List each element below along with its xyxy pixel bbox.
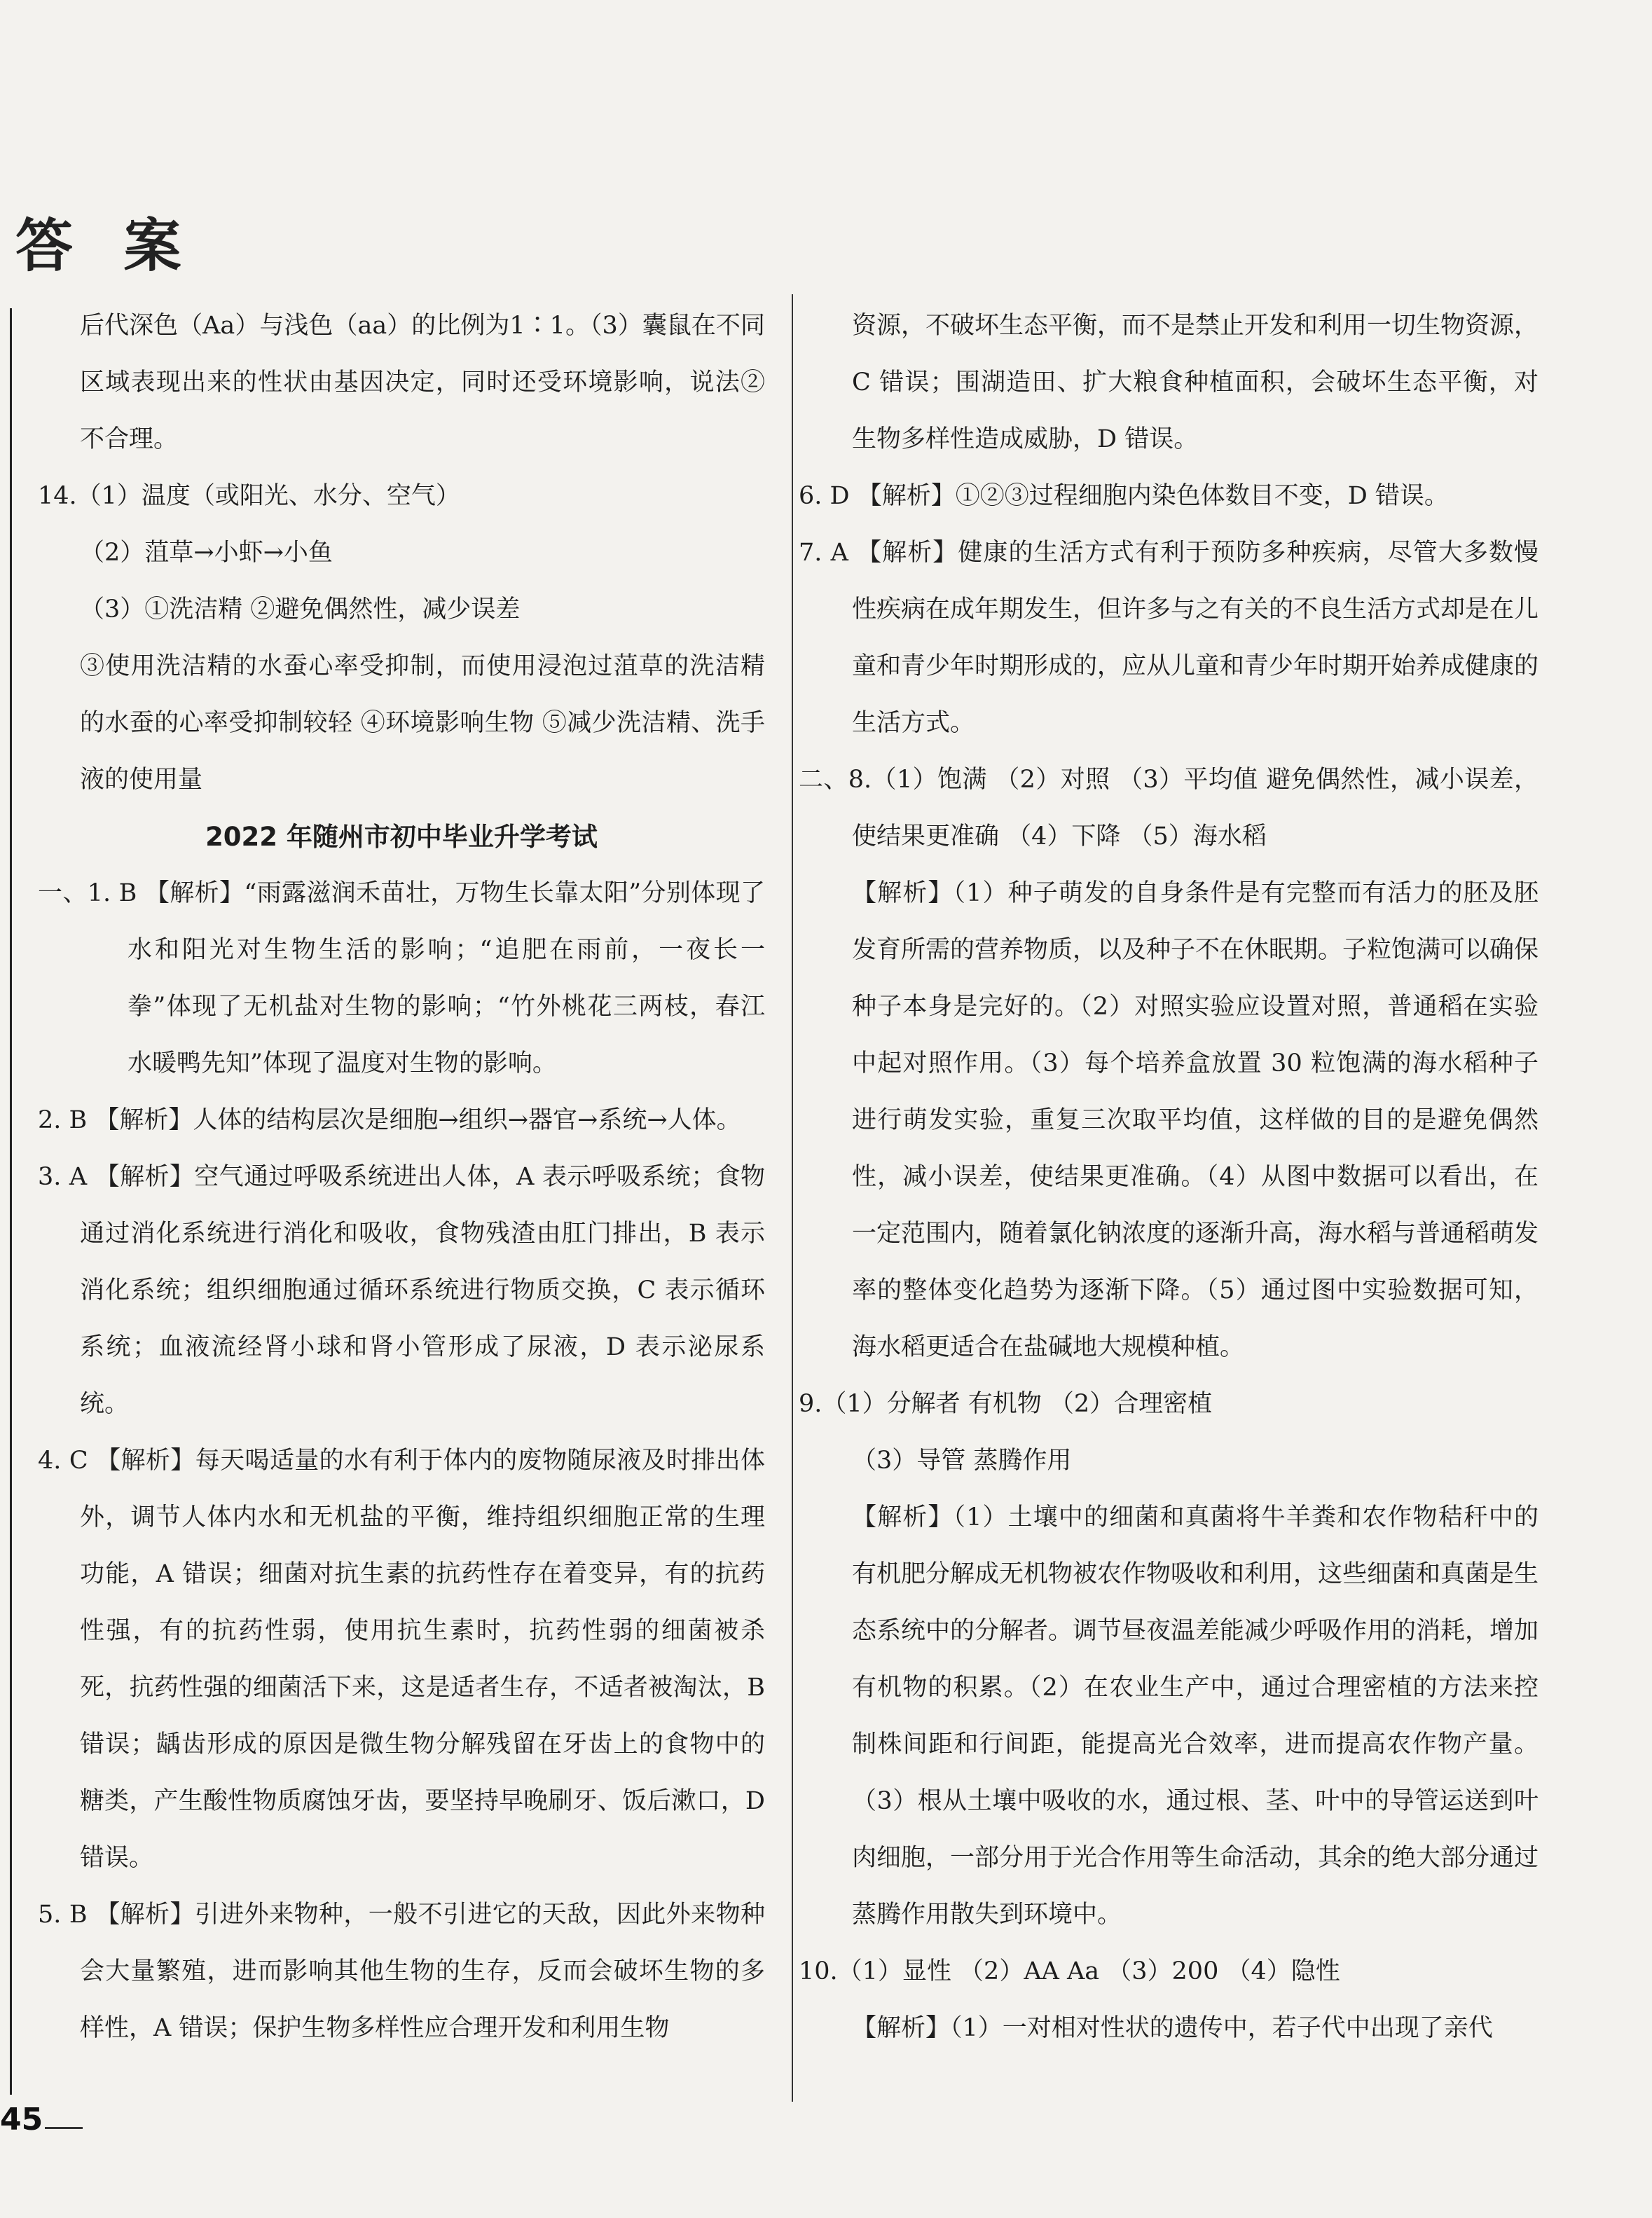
answer-6: 6. D 【解析】①②③过程细胞内染色体数目不变，D 错误。 xyxy=(799,482,1449,510)
exam-section-title: 2022 年随州市初中毕业升学考试 xyxy=(205,822,598,852)
answer-10-explanation: 【解析】（1）一对相对性状的遗传中，若子代中出现了亲代 xyxy=(852,2014,1493,2042)
answer-3: 3. A 【解析】空气通过呼吸系统进出人体，A 表示呼吸系统；食物通过消化系统进行消化和吸收，食物残渣由肛门排出，B 表示消化系统；组织细胞通过循环系统进行物质交换，C 表示循环系统；血液流经肾小球和肾小管形成了尿液，D 表示泌尿系统。 xyxy=(38,1163,765,1418)
page-number-dash xyxy=(45,2127,83,2129)
answer-9-explanation: 【解析】（1）土壤中的细菌和真菌将牛羊粪和农作物秸秆中的有机肥分解成无机物被农作物吸收和利用，这些细菌和真菌是生态系统中的分解者。调节昼夜温差能减少呼吸作用的消耗，增加有机物的积累。（2）在农业生产中，通过合理密植的方法来控制株间距和行间距，能提高光合效率，进而提高农作物产量。（3）根从土壤中吸收的水，通过根、茎、叶中的导管运送到叶肉细胞，一部分用于光合作用等生命活动，其余的绝大部分通过蒸腾作用散失到环境中。 xyxy=(852,1503,1539,1929)
column-divider xyxy=(792,294,793,2102)
right-column xyxy=(799,298,1539,2057)
answer-8: 二、8.（1）饱满 （2）对照 （3）平均值 避免偶然性，减小误差，使结果更准确 （4）下降 （5）海水稻 xyxy=(799,766,1539,850)
answer-14-part1: 14.（1）温度（或阳光、水分、空气） xyxy=(38,482,460,510)
answer-1: 一、1. B 【解析】“雨露滋润禾苗壮，万物生长靠太阳”分别体现了水和阳光对生物生活的影响；“追肥在雨前，一夜长一拳”体现了无机盐对生物的影响；“竹外桃花三两枝，春江水暖鸭先知”体现了温度对生物的影响。 xyxy=(38,879,765,1077)
answer-14-part2: （2）菹草→小虾→小鱼 xyxy=(80,539,333,567)
answer-9-part2: （3）导管 蒸腾作用 xyxy=(852,1447,1072,1475)
continued-answer: 后代深色（Aa）与浅色（aa）的比例为1∶1。（3）囊鼠在不同区域表现出来的性状由基因决定，同时还受环境影响，说法②不合理。 xyxy=(80,312,765,453)
answer-5: 5. B 【解析】引进外来物种，一般不引进它的天敌，因此外来物种会大量繁殖，进而影响其他生物的生存，反而会破坏生物的多样性，A 错误；保护生物多样性应合理开发和利用生物 xyxy=(38,1901,765,2042)
left-margin-rule xyxy=(10,308,12,2095)
answer-7: 7. A 【解析】健康的生活方式有利于预防多种疾病，尽管大多数慢性疾病在成年期发生，但许多与之有关的不良生活方式却是在儿童和青少年时期形成的，应从儿童和青少年时期开始养成健康的生活方式。 xyxy=(799,539,1539,737)
left-column xyxy=(38,298,765,2057)
answer-9-part1: 9.（1）分解者 有机物 （2）合理密植 xyxy=(799,1390,1213,1418)
answer-4: 4. C 【解析】每天喝适量的水有利于体内的废物随尿液及时排出体外，调节人体内水和无机盐的平衡，维持组织细胞正常的生理功能，A 错误；细菌对抗生素的抗药性存在着变异，有的抗药性强，有的抗药性弱，使用抗生素时，抗药性弱的细菌被杀死，抗药性强的细菌活下来，这是适者生存，不适者被淘汰，B 错误；龋齿形成的原因是微生物分解残留在牙齿上的食物中的糖类，产生酸性物质腐蚀牙齿，要坚持早晚刷牙、饭后漱口，D 错误。 xyxy=(38,1447,765,1872)
answer-8-explanation: 【解析】（1）种子萌发的自身条件是有完整而有活力的胚及胚发育所需的营养物质，以及种子不在休眠期。子粒饱满可以确保种子本身是完好的。（2）对照实验应设置对照，普通稻在实验中起对照作用。（3）每个培养盒放置 30 粒饱满的海水稻种子进行萌发实验，重复三次取平均值，这样做的目的是避免偶然性，减小误差，使结果更准确。（4）从图中数据可以看出，在一定范围内，随着氯化钠浓度的逐渐升高，海水稻与普通稻萌发率的整体变化趋势为逐渐下降。（5）通过图中实验数据可知，海水稻更适合在盐碱地大规模种植。 xyxy=(852,879,1539,1361)
answer-2: 2. B 【解析】人体的结构层次是细胞→组织→器官→系统→人体。 xyxy=(38,1106,741,1134)
answer-14-part4: ③使用洗洁精的水蚕心率受抑制，而使用浸泡过菹草的洗洁精的水蚕的心率受抑制较轻 ④环境影响生物 ⑤减少洗洁精、洗手液的使用量 xyxy=(80,652,765,794)
page-title: 答 案 xyxy=(15,213,197,280)
answer-14-part3: （3）①洗洁精 ②避免偶然性，减少误差 xyxy=(80,595,521,624)
answer-10: 10.（1）显性 （2）AA Aa （3）200 （4）隐性 xyxy=(799,1957,1340,1985)
page-number: 45 xyxy=(0,2102,43,2137)
continued-answer-5: 资源，不破坏生态平衡，而不是禁止开发和利用一切生物资源，C 错误；围湖造田、扩大粮食种植面积，会破坏生态平衡，对生物多样性造成威胁，D 错误。 xyxy=(852,312,1539,453)
